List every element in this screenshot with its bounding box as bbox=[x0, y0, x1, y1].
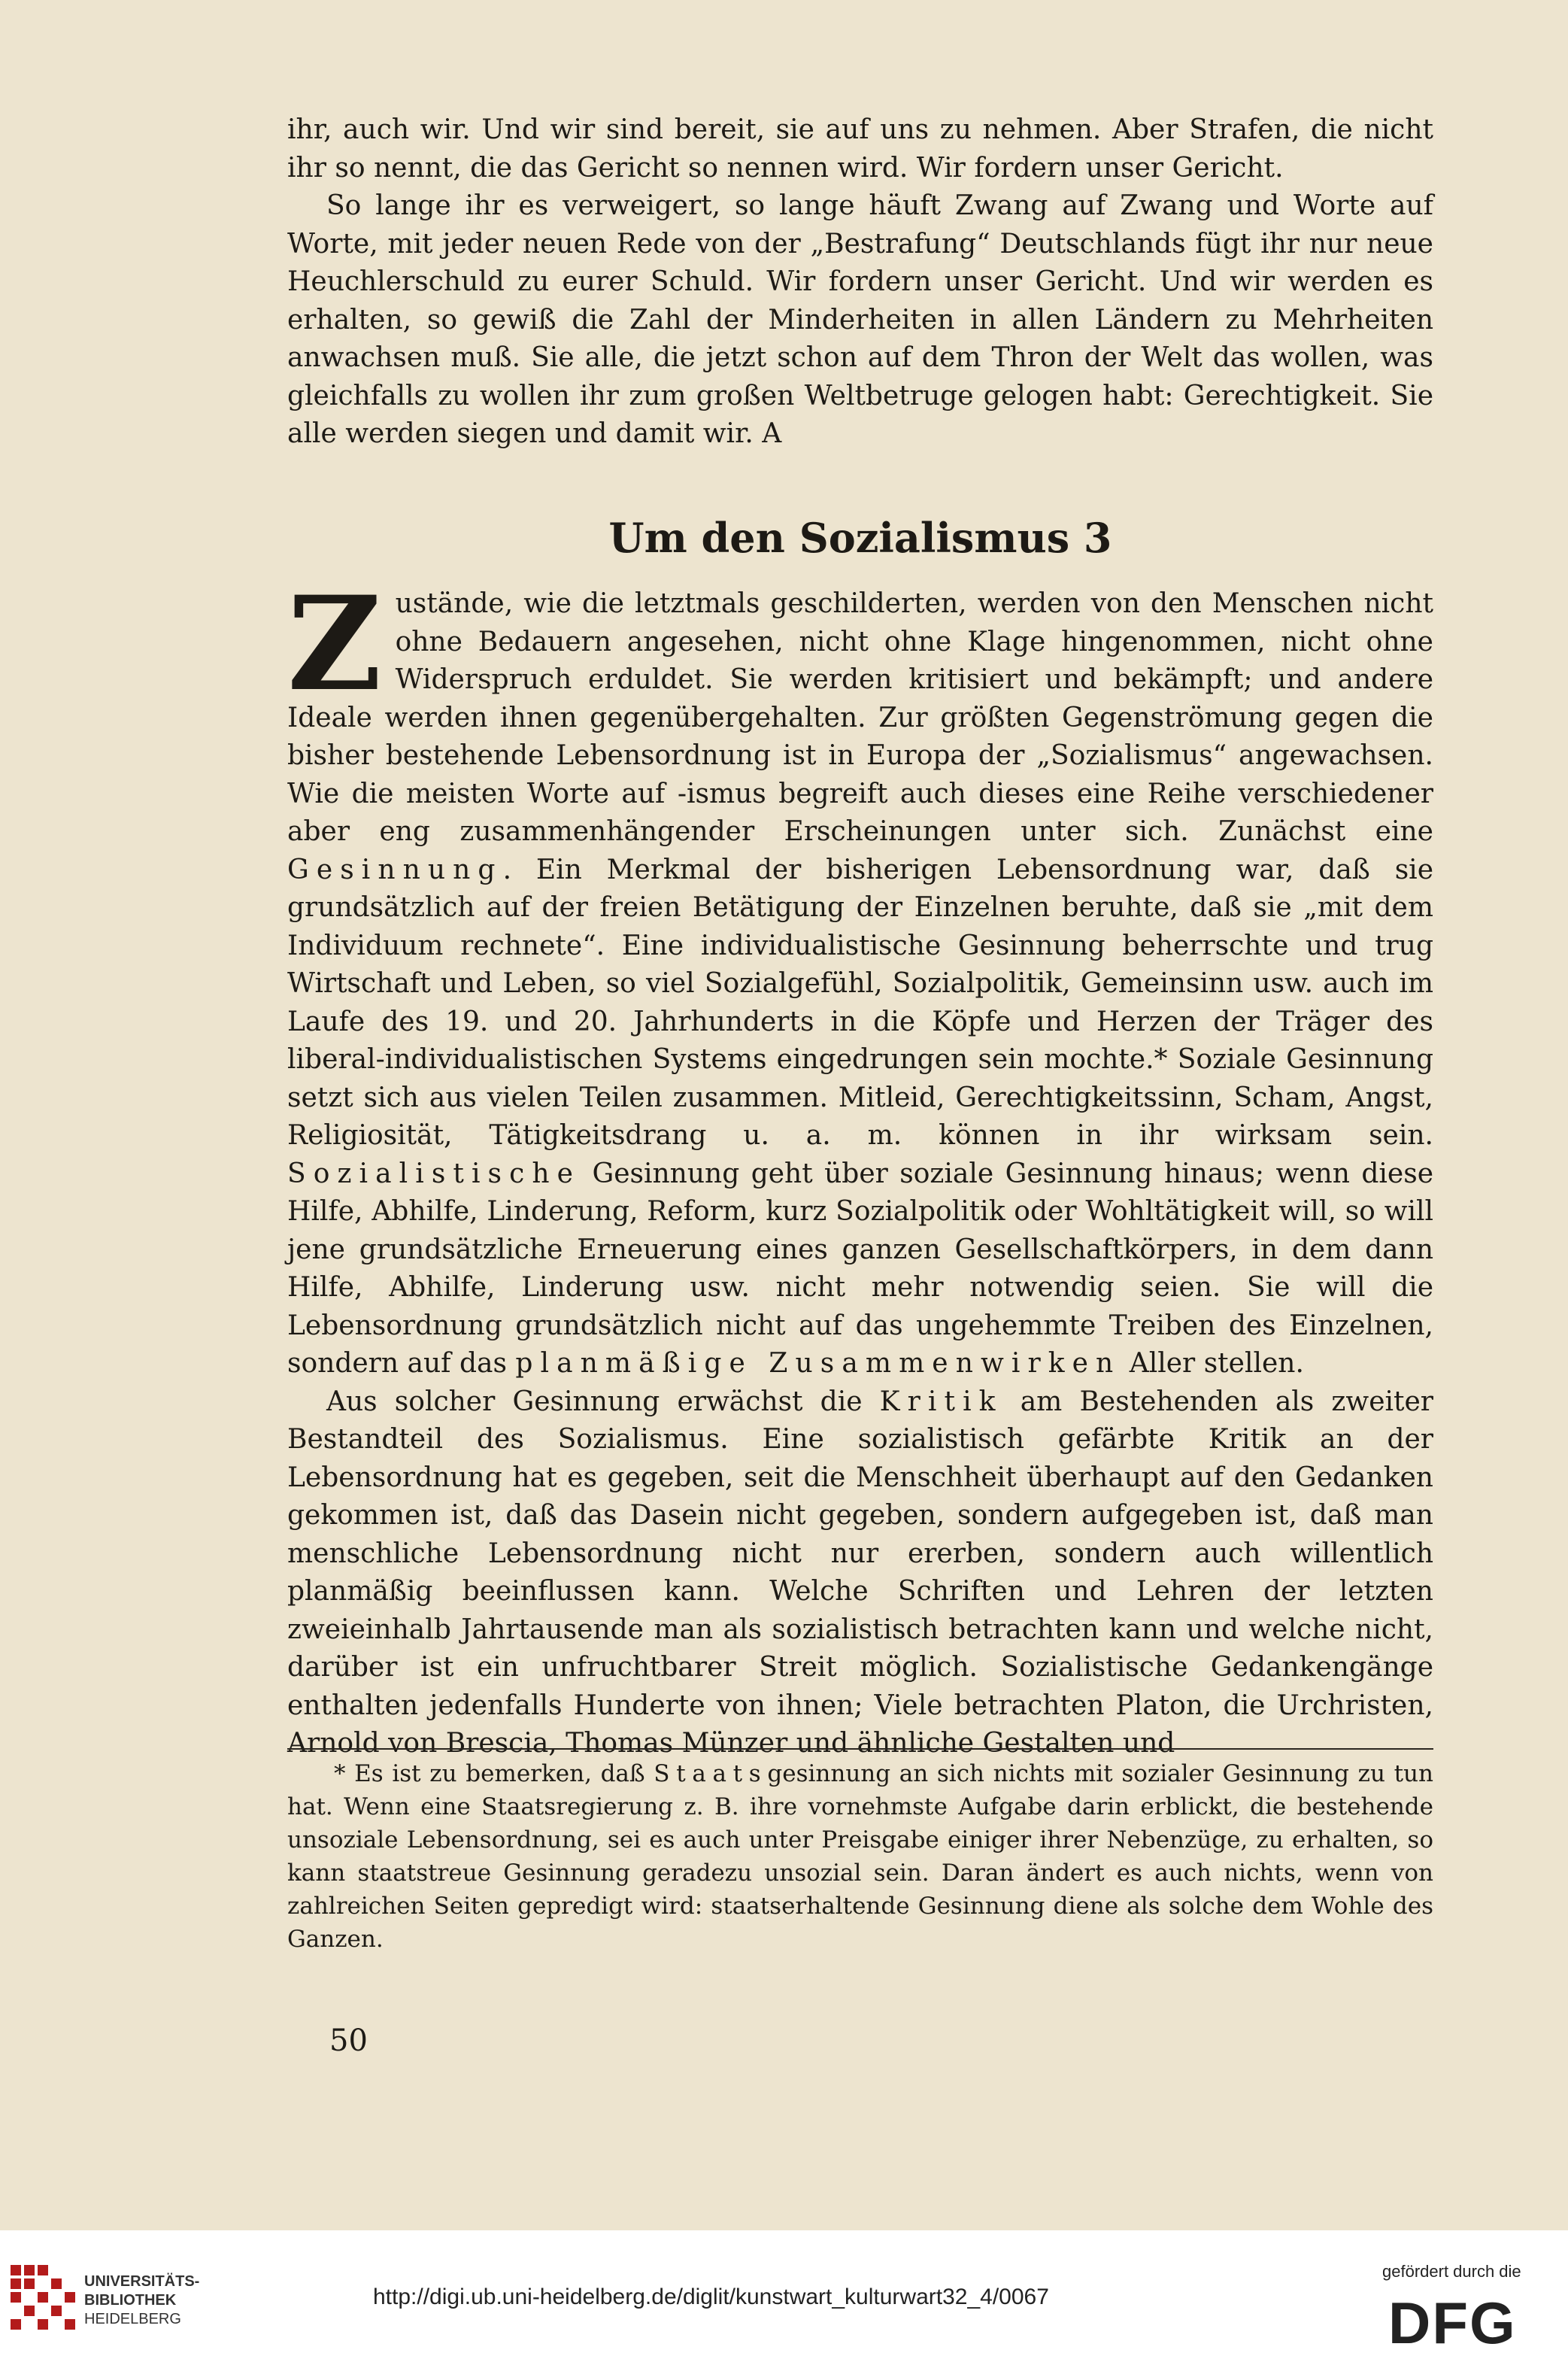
footnote-text-run: gesinnung an sich nichts mit sozialer Gesinnung zu tun hat. Wenn eine Staatsregierung z. B. ihre vornehmste Aufgabe darin erblickt, die bestehende unsoziale Lebensordnung, sei es auch unter Preisgabe einiger ihrer Nebenzüge, zu erhalten, so kann staatstreue Gesinnung geradezu unsozial sein. Daran ändert es auch nichts, wenn von zahlreichen Seiten gepredigt wird: staatserhaltende Gesinnung diene als solche dem Wohle des Ganzen. bbox=[287, 1760, 1433, 1953]
main-text-run: . Ein Merkmal der bisherigen Lebensordnung war, daß sie grundsätzlich auf der freien Betätigung der Einzelnen beruhte, daß sie „mit dem Individuum rechnete“. Eine individualistische Gesinnung beherrschte und trug Wirtschaft und Leben, so viel Sozialgefühl, Sozialpolitik, Gemeinsinn usw. auch im Laufe des 19. und 20. Jahrhunderts in die Köpfe und Herzen der Träger des liberal-individualistischen Systems eingedrungen sein mochte.* Soziale Gesinnung setzt sich aus vielen Teilen zusammen. Mitleid, Gerechtigkeitssinn, Scham, Angst, Religiosität, Tätigkeitsdrang u. a. m. können in ihr wirksam sein. bbox=[287, 854, 1433, 1151]
intro-text bbox=[287, 111, 1433, 454]
main-text-run: Aller stellen. bbox=[1121, 1348, 1304, 1379]
footnote-divider bbox=[287, 1748, 1433, 1750]
main-text-run: am Bestehenden als zweiter Bestandteil des Sozialismus. Eine sozialistisch gefärbte Kritik an der Lebensordnung hat es gegeben, seit die Menschheit überhaupt auf den Gedanken gekommen ist, daß das Dasein nicht gegeben, sondern aufgegeben ist, daß man menschliche Lebensordnung nicht nur ererben, sondern auch willentlich planmäßig beeinflussen kann. Welche Schriften und Lehren der letzten zweieinhalb Jahrtausende man als sozialistisch betrachten kann und welche nicht, darüber ist ein unfruchtbarer Streit möglich. Sozialistische Gedankengänge enthalten jedenfalls Hunderte von ihnen; Viele betrachten Platon, die Urchristen, Arnold von Brescia, Thomas Münzer und ähnliche Gestalten und bbox=[287, 1386, 1433, 1759]
main-text-run: ustände, wie die letztmals geschilderten, werden von den Menschen nicht ohne Bedauern angesehen, nicht ohne Klage hingenommen, nicht ohne Widerspruch erduldet. Sie werden kritisiert und bekämpft; und andere Ideale werden ihnen gegenübergehalten. Zur größten Gegenströmung gegen die bisher bestehende Lebensordnung ist in Europa der „Sozialismus“ angewachsen. Wie die meisten Worte auf -ismus begreift auch dieses eine Reihe verschiedener aber eng zusammenhängender Erscheinungen unter sich. Zunächst eine bbox=[287, 588, 1433, 847]
main-paragraph-2 bbox=[287, 1383, 1433, 1763]
library-name-line-1: UNIVERSITÄTS- bbox=[84, 2273, 200, 2290]
footnote-paragraph bbox=[287, 1757, 1433, 1956]
viewer-footer bbox=[0, 2230, 1568, 2368]
library-name-line-2: BIBLIOTHEK bbox=[84, 2292, 177, 2309]
intro-paragraph-1: ihr, auch wir. Und wir sind bereit, sie auf uns zu nehmen. Aber Strafen, die nicht ihr so nennt, die das Gericht so nennen wird. Wir fordern unser Gericht. bbox=[287, 114, 1433, 184]
source-url-link[interactable]: http://digi.ub.uni-heidelberg.de/diglit/kunstwart_kulturwart32_4/0067 bbox=[373, 2285, 1049, 2309]
footnote-text-run: * Es ist zu bemerken, daß bbox=[334, 1760, 654, 1787]
library-name-line-3: HEIDELBERG bbox=[84, 2311, 181, 2327]
section-heading: Um den Sozialismus 3 bbox=[608, 514, 1112, 562]
emphasis-staats: Staats bbox=[654, 1760, 768, 1787]
dfg-logo: DFG bbox=[1388, 2290, 1517, 2356]
main-paragraph-1 bbox=[287, 567, 1433, 1383]
emphasis-sozialistische: Sozialistische bbox=[287, 1158, 581, 1189]
emphasis-planmaessige: planmäßige Zusammenwirken bbox=[515, 1348, 1121, 1379]
library-name bbox=[84, 2272, 199, 2329]
emphasis-kritik: Kritik bbox=[879, 1386, 1003, 1417]
page-number: 50 bbox=[329, 2023, 368, 2058]
main-text bbox=[287, 567, 1433, 1763]
intro-paragraph-2: So lange ihr es verweigert, so lange häuft Zwang auf Zwang und Worte auf Worte, mit jeder neuen Rede von der „Bestrafung“ Deutschlands fügt ihr nur neue Heuchlerschuld zu eurer Schuld. Wir fordern unser Gericht. Und wir werden es erhalten, so gewiß die Zahl der Minderheiten in allen Ländern zu Mehrheiten anwachsen muß. Sie alle, die jetzt schon auf dem Thron der Welt das wollen, was gleichfalls zu wollen ihr zum großen Weltbetruge gelogen habt: Gerechtigkeit. Sie alle werden siegen und damit wir. A bbox=[287, 190, 1433, 449]
funding-note: gefördert durch die bbox=[1382, 2262, 1521, 2281]
emphasis-gesinnung: Gesinnung bbox=[287, 854, 503, 885]
main-text-run: Gesinnung geht über soziale Gesinnung hinaus; wenn diese Hilfe, Abhilfe, Linderung, Reform, kurz Sozialpolitik oder Wohltätigkeit will, so will jene grundsätzliche Erneuerung eines ganzen Gesellschaftkörpers, in dem dann Hilfe, Abhilfe, Linderung usw. nicht mehr notwendig seien. Sie will die Lebensordnung grundsätzlich nicht auf das ungehemmte Treiben des Einzelnen, sondern auf das bbox=[287, 1158, 1433, 1379]
footnote bbox=[287, 1757, 1433, 1956]
main-text-run: Aus solcher Gesinnung erwächst die bbox=[326, 1386, 880, 1417]
university-library-logo-icon bbox=[11, 2265, 77, 2334]
drop-cap: Z bbox=[287, 567, 382, 720]
